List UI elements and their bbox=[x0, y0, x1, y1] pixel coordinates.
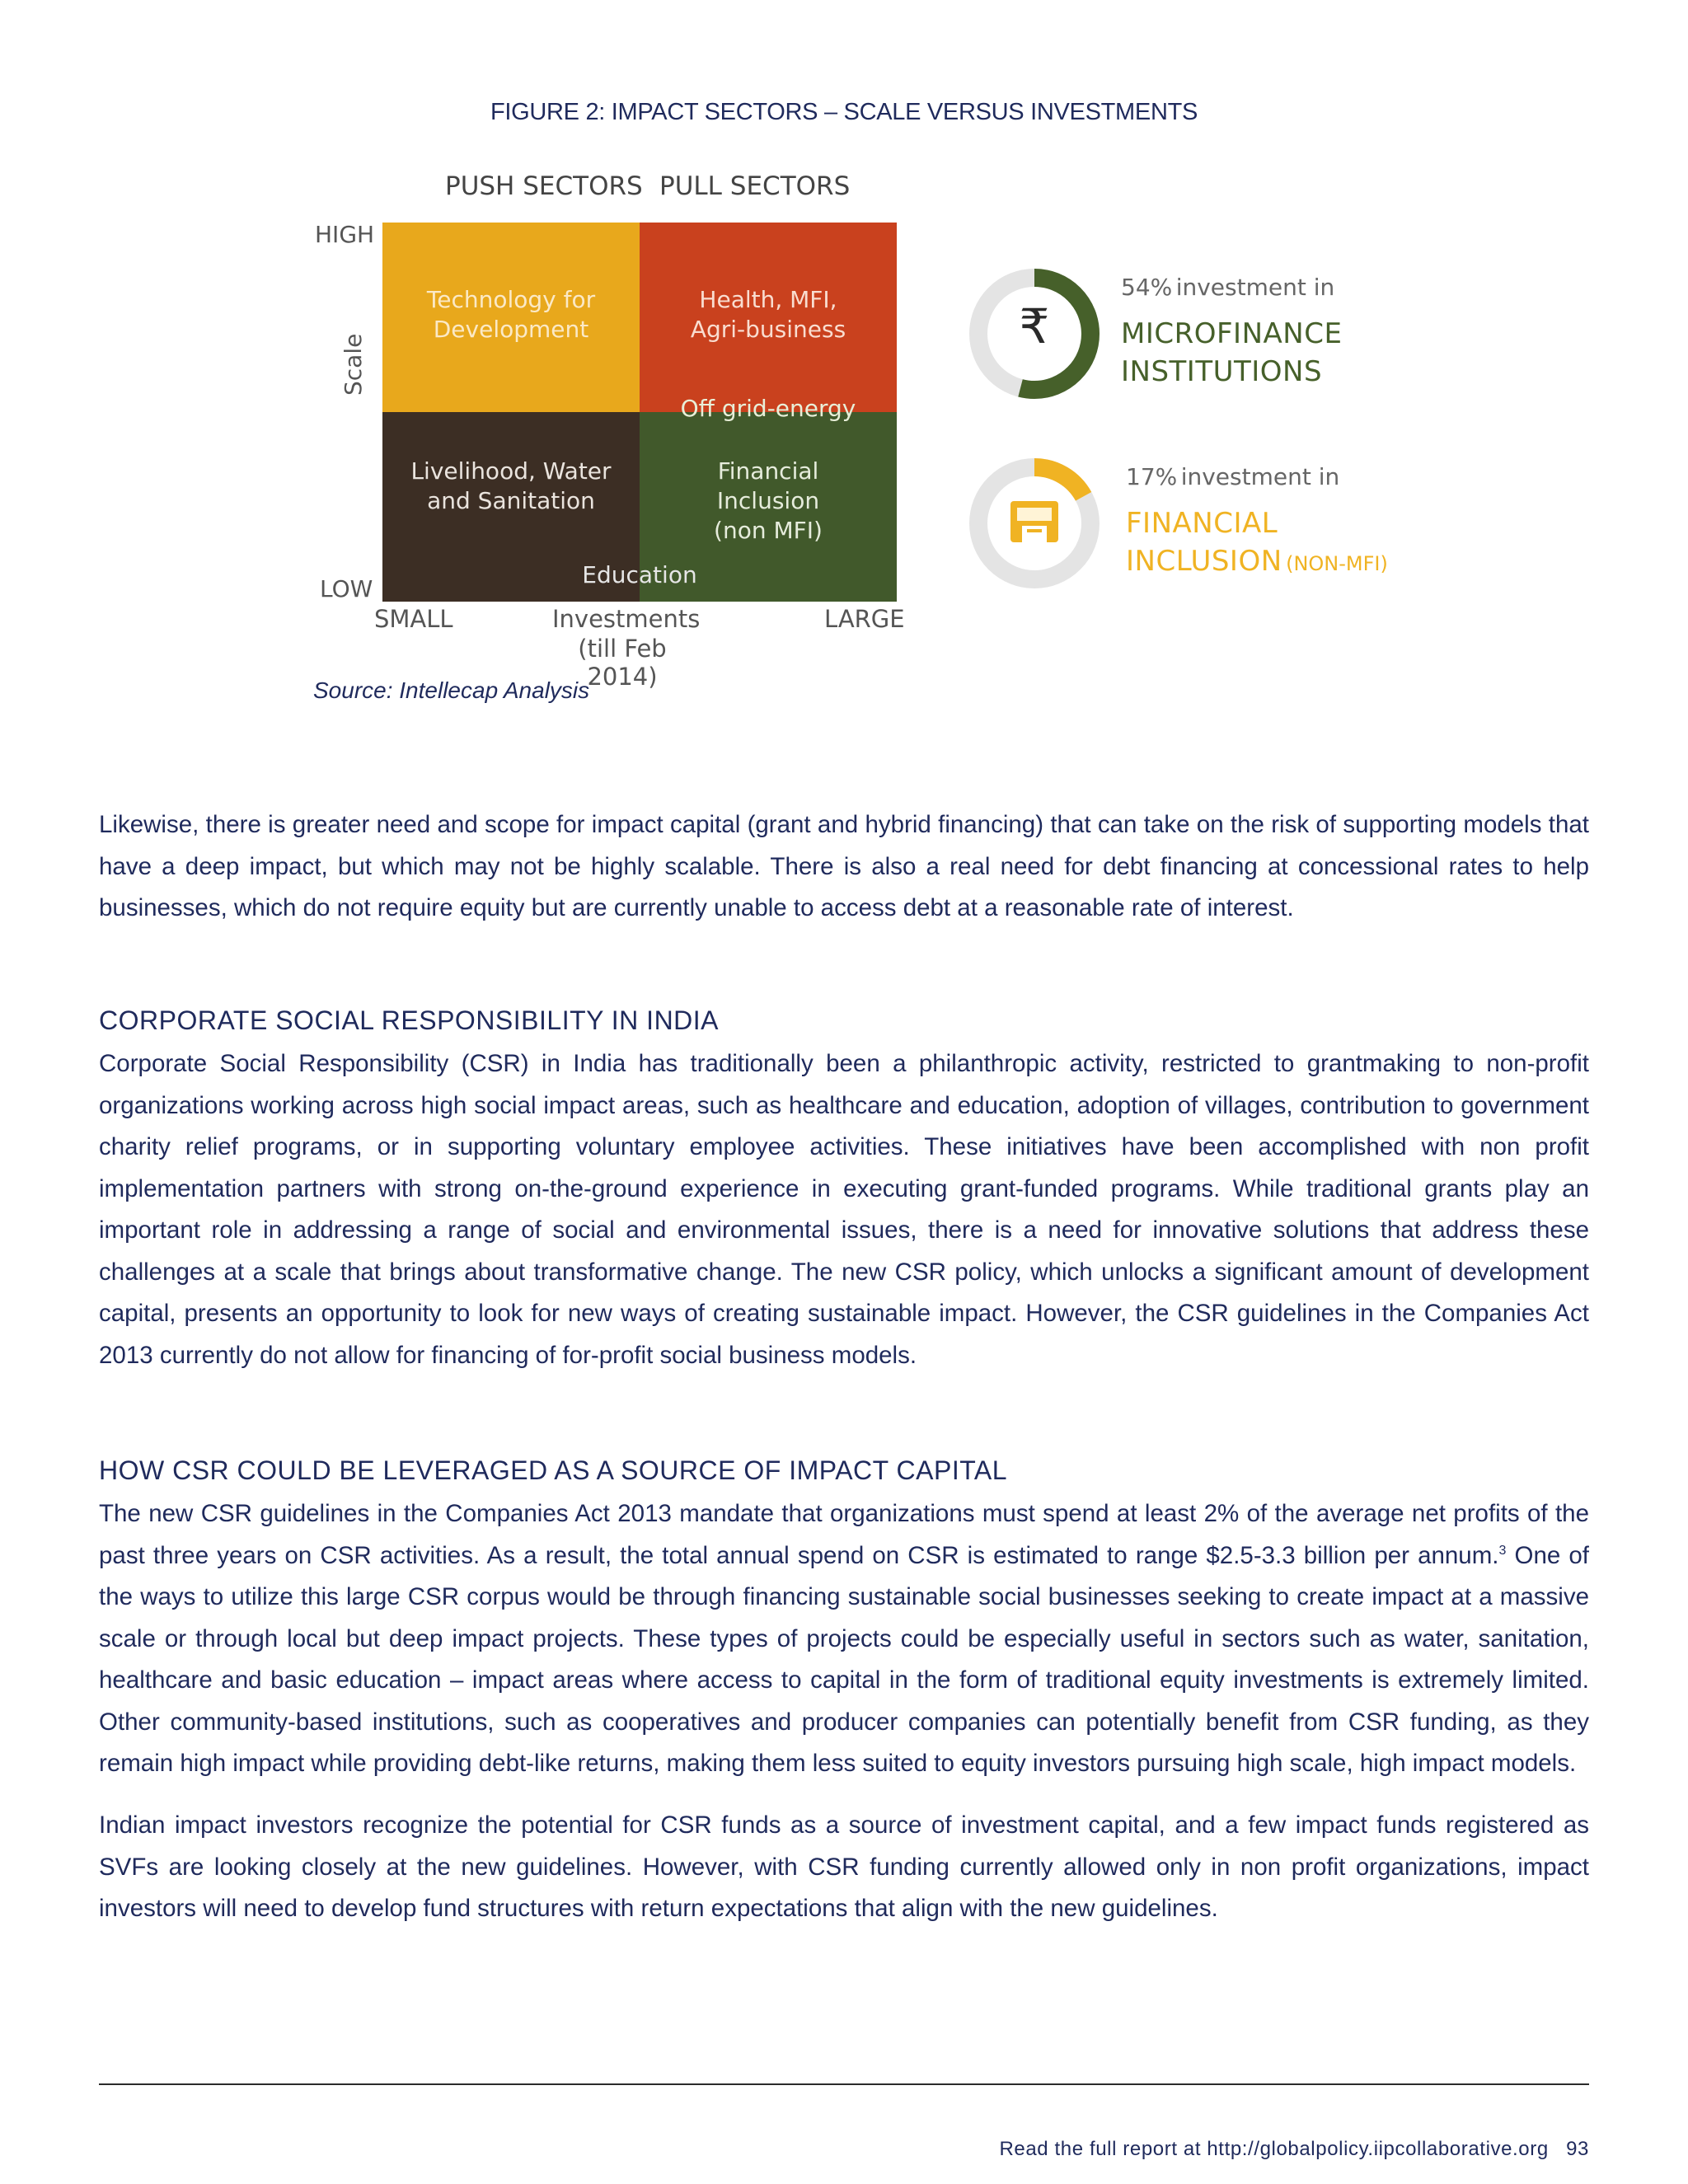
section-heading-impact-capital: HOW CSR COULD BE LEVERAGED AS A SOURCE OF IMPACT CAPITAL bbox=[99, 1455, 1008, 1485]
footer bbox=[999, 2138, 1589, 2161]
x-small-label: SMALL bbox=[374, 605, 453, 633]
donut-percent: 17% bbox=[1126, 463, 1178, 490]
footnote-ref[interactable]: 3 bbox=[1498, 1543, 1507, 1558]
quadrant-top-left-label: Technology for Development bbox=[426, 286, 596, 343]
atm-icon bbox=[1006, 494, 1063, 552]
paragraph-4: Indian impact investors recognize the potential for CSR funds as a source of investment capital, and a few impact funds registered as SVFs are looking closely at the new guidelines. However, with CSR funding currently allowed only in non profit organizations, impact investors will need to develop fund structures with return expectations that align with the new guidelines. bbox=[99, 1811, 1589, 1922]
donut-financial-inclusion bbox=[964, 445, 1409, 602]
y-high-label: HIGH bbox=[315, 221, 375, 248]
donut-percent: 54% bbox=[1121, 274, 1173, 301]
donut-label-line2: INSTITUTIONS bbox=[1121, 355, 1323, 388]
donut-caption-text: investment in bbox=[1180, 463, 1340, 490]
donut-label-line2-wrap bbox=[1126, 542, 1388, 580]
donut-caption bbox=[1126, 463, 1339, 490]
figure-source: Source: Intellecap Analysis bbox=[313, 677, 590, 703]
boundary-right-label: Off grid-energy bbox=[680, 395, 856, 422]
quadrant-bottom-right-label: Financial Inclusion (non MFI) bbox=[714, 457, 823, 544]
push-sectors-label: PUSH SECTORS bbox=[445, 171, 643, 201]
quadrant-top-right-label: Health, MFI, Agri-business bbox=[690, 286, 846, 343]
paragraph-2: Corporate Social Responsibility (CSR) in India has traditionally been a philanthropic activity, restricted to grantmaking to non-profit organizations working across high social impact areas, such as healthcare and education, adoption of villages, contribution to government charity relief programs, or in supporting voluntary employee activities. These initiatives have been accomplished with non profit implementation partners with strong on-the-ground experience in executing grant-funded programs. While traditional grants play an important role in addressing a range of social and environmental issues, there is a need for innovative solutions that address these challenges at a scale that brings about transformative change. The new CSR policy, which unlocks a significant amount of development capital, presents an opportunity to look for new ways of creating sustainable impact. However, the CSR guidelines in the Companies Act 2013 currently do not allow for financing of for-profit social business models. bbox=[99, 1050, 1589, 1369]
footer-link-text[interactable]: Read the full report at http://globalpolicy.iipcollaborative.org bbox=[999, 2138, 1549, 2160]
paragraph-3 bbox=[99, 1493, 1589, 1785]
donut-label-line1: FINANCIAL bbox=[1126, 507, 1278, 540]
x-large-label: LARGE bbox=[824, 605, 905, 633]
pull-sectors-label: PULL SECTORS bbox=[659, 171, 851, 201]
figure-title: FIGURE 2: IMPACT SECTORS – SCALE VERSUS INVESTMENTS bbox=[490, 99, 1198, 125]
donut-caption-text: investment in bbox=[1175, 274, 1335, 301]
x-axis-label-line2: (till Feb 2014) bbox=[578, 635, 667, 691]
donut-label-suffix: (NON-MFI) bbox=[1286, 552, 1388, 575]
donut-label-line2: INCLUSION bbox=[1126, 545, 1282, 578]
donut-label-line1: MICROFINANCE bbox=[1121, 317, 1343, 350]
section-heading-csr: CORPORATE SOCIAL RESPONSIBILITY IN INDIA bbox=[99, 1005, 720, 1035]
quadrant-bottom-left-label: Livelihood, Water and Sanitation bbox=[410, 457, 612, 514]
donut-caption bbox=[1121, 274, 1334, 301]
y-low-label: LOW bbox=[320, 575, 373, 602]
paragraph-3-part-b: One of the ways to utilize this large CSR corpus would be through financing sustainable social businesses seeking to create impact at a massive scale or through local but deep impact projects. These types of projects could be especially useful in sectors such as water, sanitation, healthcare and basic education – impact areas where access to capital in the form of traditional equity investments is extremely limited. Other community-based institutions, such as cooperatives and producer companies can potentially benefit from CSR funding, as they remain high impact while providing debt-like returns, making them less suited to equity investors pursuing high scale, high impact models. bbox=[99, 1541, 1589, 1777]
footer-divider bbox=[99, 2083, 1589, 2085]
y-axis-label: Scale bbox=[340, 333, 367, 396]
rupee-icon: ₹ bbox=[1019, 298, 1050, 354]
x-axis-label-line1: Investments bbox=[552, 605, 701, 633]
donut-microfinance bbox=[964, 255, 1393, 412]
page-number: 93 bbox=[1566, 2138, 1589, 2160]
paragraph-3-part-a: The new CSR guidelines in the Companies Act 2013 mandate that organizations must spend at least 2% of the average net profits of the past three years on CSR activities. As a result, the total annual spend on CSR is estimated to range $2.5-3.3 billion per annum. bbox=[99, 1500, 1589, 1569]
boundary-bottom-label: Education bbox=[582, 561, 697, 588]
paragraph-1: Likewise, there is greater need and scope for impact capital (grant and hybrid financing) that can take on the risk of supporting models that have a deep impact, but which may not be highly scalable. There is also a real need for debt financing at concessional rates to help businesses, which do not require equity but are currently unable to access debt at a reasonable rate of interest. bbox=[99, 811, 1589, 921]
